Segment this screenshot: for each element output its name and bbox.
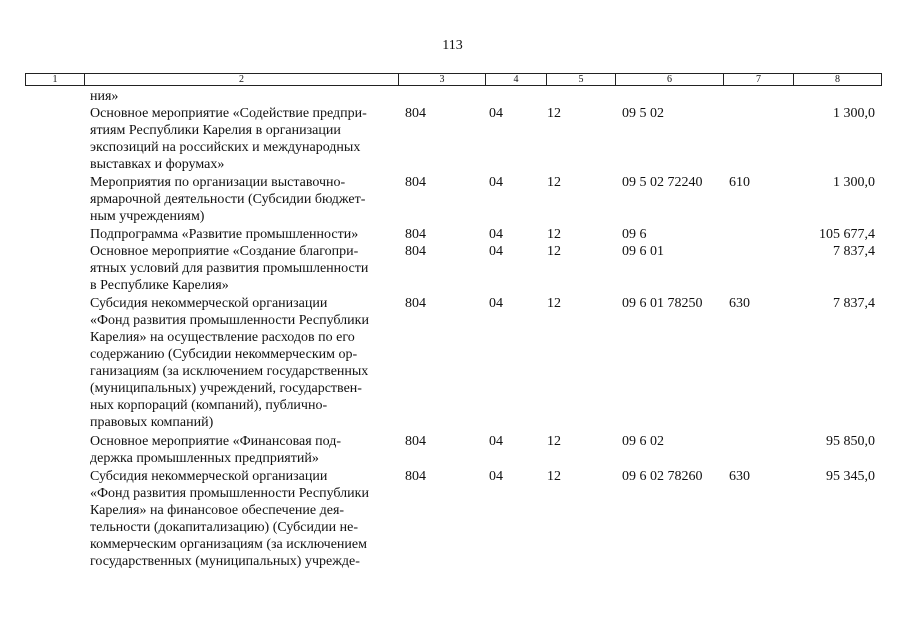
- row-ministry-code: 804: [405, 106, 426, 121]
- row-expense-type: 610: [729, 175, 750, 190]
- row-subsection-code: 12: [547, 244, 561, 259]
- row-amount: 1 300,0: [833, 175, 875, 190]
- row-section-code: 04: [489, 227, 503, 242]
- row-subsection-code: 12: [547, 434, 561, 449]
- table-row: [0, 433, 905, 468]
- row-target-code: 09 6 01 78250: [622, 296, 703, 311]
- row-section-code: 04: [489, 244, 503, 259]
- row-ministry-code: 804: [405, 244, 426, 259]
- row-name: Подпрограмма «Развитие промышленности»: [90, 227, 359, 242]
- row-amount: 1 300,0: [833, 106, 875, 121]
- page-number: 113: [442, 38, 463, 53]
- header-col-6: 6: [616, 74, 724, 86]
- row-ministry-code: 804: [405, 227, 426, 242]
- row-section-code: 04: [489, 434, 503, 449]
- row-target-code: 09 5 02: [622, 106, 664, 121]
- table-row: [0, 88, 905, 105]
- row-name: Основное мероприятие «Создание благопри- ятных условий для развития промышленности в Республике Карелия»: [90, 244, 369, 293]
- row-name: Субсидия некоммерческой организации «Фонд развития промышленности Республики Карелия» на финансовое обеспечение дея- тельности (докапитализацию) (Субсидии не- коммерческим организациям (за исключением государственных (муниципальных) учрежде-: [90, 469, 369, 569]
- row-amount: 7 837,4: [833, 296, 875, 311]
- row-amount: 7 837,4: [833, 244, 875, 259]
- row-section-code: 04: [489, 296, 503, 311]
- row-section-code: 04: [489, 469, 503, 484]
- row-expense-type: 630: [729, 296, 750, 311]
- row-target-code: 09 6 02 78260: [622, 469, 703, 484]
- row-amount: 95 850,0: [826, 434, 875, 449]
- row-name: Основное мероприятие «Финансовая под- держка промышленных предприятий»: [90, 434, 342, 466]
- header-col-3: 3: [399, 74, 486, 86]
- row-target-code: 09 6 02: [622, 434, 664, 449]
- row-ministry-code: 804: [405, 434, 426, 449]
- header-col-1: 1: [26, 74, 85, 86]
- column-number-header: [25, 73, 882, 86]
- row-target-code: 09 5 02 72240: [622, 175, 703, 190]
- row-name: Основное мероприятие «Содействие предпри- ятиям Республики Карелия в организации экспозиций на российских и международных выставках и форумах»: [90, 106, 367, 172]
- row-subsection-code: 12: [547, 106, 561, 121]
- row-section-code: 04: [489, 175, 503, 190]
- row-target-code: 09 6 01: [622, 244, 664, 259]
- row-amount: 95 345,0: [826, 469, 875, 484]
- header-col-8: 8: [794, 74, 882, 86]
- header-col-7: 7: [724, 74, 794, 86]
- table-row: [0, 174, 905, 226]
- row-ministry-code: 804: [405, 296, 426, 311]
- table-row: [0, 295, 905, 433]
- row-name: Субсидия некоммерческой организации «Фонд развития промышленности Республики Карелия» на осуществление расходов по его содержанию (Субсидии некоммерческим ор- ганизациям (за исключением государственных (муниципальных) учреждений, государствен- ных корпораций (компаний), публично- правовых компаний): [90, 296, 369, 430]
- row-name: ния»: [90, 89, 119, 104]
- row-subsection-code: 12: [547, 175, 561, 190]
- row-expense-type: 630: [729, 469, 750, 484]
- row-subsection-code: 12: [547, 469, 561, 484]
- row-ministry-code: 804: [405, 175, 426, 190]
- header-col-2: 2: [85, 74, 399, 86]
- row-ministry-code: 804: [405, 469, 426, 484]
- row-amount: 105 677,4: [819, 227, 875, 242]
- header-col-5: 5: [547, 74, 616, 86]
- table-row: [0, 468, 905, 572]
- budget-rows: [0, 88, 905, 572]
- header-col-4: 4: [486, 74, 547, 86]
- table-row: [0, 105, 905, 174]
- row-section-code: 04: [489, 106, 503, 121]
- row-subsection-code: 12: [547, 227, 561, 242]
- table-row: [0, 243, 905, 295]
- row-name: Мероприятия по организации выставочно- ярмарочной деятельности (Субсидии бюджет- ным учреждениям): [90, 175, 366, 224]
- row-target-code: 09 6: [622, 227, 647, 242]
- row-subsection-code: 12: [547, 296, 561, 311]
- table-row: [0, 226, 905, 243]
